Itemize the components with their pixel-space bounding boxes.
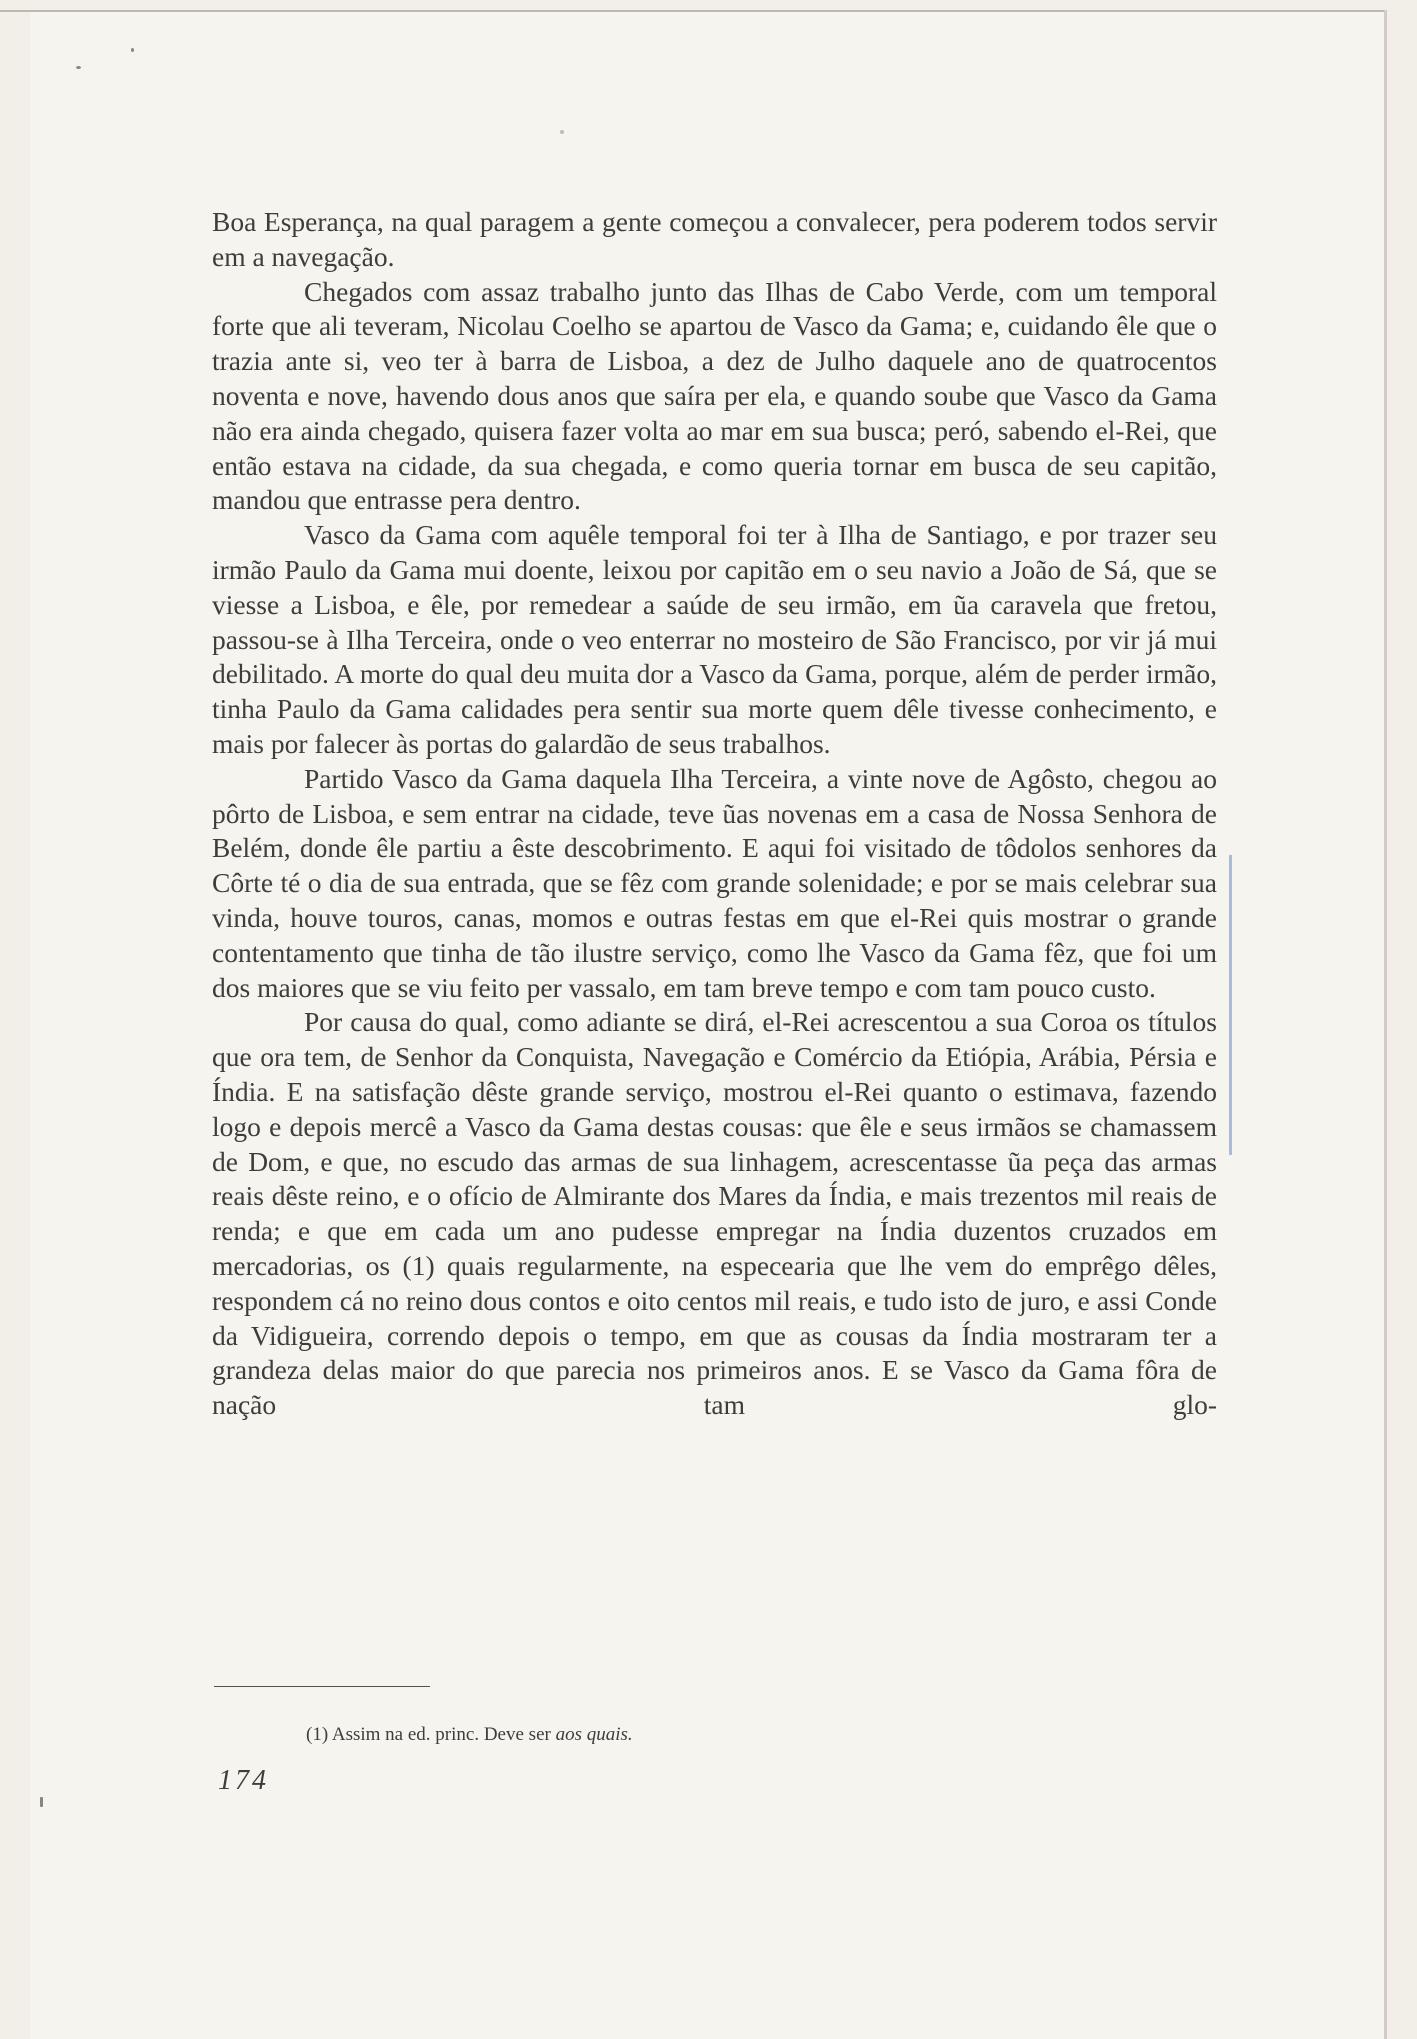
footnote-rule	[214, 1686, 430, 1687]
dust-speck	[76, 66, 81, 69]
paragraph: Boa Esperança, na qual paragem a gente começou a convalecer, pera poderem todos servir em a navegação.	[212, 206, 1217, 272]
blue-pencil-margin-mark	[1229, 855, 1232, 1155]
footnote-marker: (1)	[306, 1724, 329, 1745]
paragraph: Partido Vasco da Gama daquela Ilha Terceira, a vinte nove de Agôsto, chegou ao pôrto de Lisboa, e sem entrar na cidade, teve ũas novenas em a casa de Nossa Senhora de Belém, donde êle partiu a êste descobrimento. E aqui foi visitado de tôdolos senhores da Côrte té o dia de sua entrada, que se fêz com grande solenidade; e por se mais celebrar sua vinda, houve touros, canas, momos e outras festas em que el-Rei quis mostrar o grande contentamento que tinha de tão ilustre serviço, como lhe Vasco da Gama fêz, que foi um dos maiores que se viu feito per vassalo, em tam breve tempo e com tam pouco custo.	[212, 762, 1217, 1003]
paragraph: Vasco da Gama com aquêle temporal foi ter à Ilha de Santiago, e por trazer seu irmão Paulo da Gama mui doente, leixou por capitão em o seu navio a João de Sá, que se viesse a Lisboa, e êle, por remedear a saúde de seu irmão, em ũa caravela que fretou, passou-se à Ilha Terceira, onde o veo enterrar no mosteiro de São Francisco, por vir já mui debilitado. A morte do qual deu muita dor a Vasco da Gama, porque, além de perder irmão, tinha Paulo da Gama calidades pera sentir sua morte quem dêle tivesse conhecimento, e mais por falecer às portas do galardão de seus trabalhos.	[212, 519, 1217, 759]
dust-speck	[560, 130, 564, 134]
page-right-edge	[1384, 10, 1387, 2039]
body-text	[212, 205, 1217, 1423]
dust-speck	[131, 48, 134, 52]
footnote-text: Assim na ed. princ. Deve ser	[331, 1724, 551, 1745]
paragraph: Chegados com assaz trabalho junto das Ilhas de Cabo Verde, com um temporal forte que ali teveram, Nicolau Coelho se apartou de Vasco da Gama; e, cuidando êle que o trazia ante si, veo ter à barra de Lisboa, a dez de Julho daquele ano de quatrocentos noventa e nove, havendo dous anos que saíra per ela, e quando soube que Vasco da Gama não era ainda chegado, quisera fazer volta ao mar em sua busca; peró, sabendo el-Rei, que então estava na cidade, da sua chegada, e como queria tornar em busca de seu capitão, mandou que entrasse pera dentro.	[212, 275, 1217, 516]
page-number: 174	[218, 1765, 269, 1796]
paragraph: Por causa do qual, como adiante se dirá, el-Rei acrescentou a sua Coroa os títulos que ora tem, de Senhor da Conquista, Navegação e Comércio da Etiópia, Arábia, Pérsia e Índia. E na satisfação dêste grande serviço, mostrou el-Rei quanto o estimava, fazendo logo e depois mercê a Vasco da Gama destas cousas: que êle e seus irmãos se chamassem de Dom, e que, no escudo das armas de sua linhagem, acrescentasse ũa peça das armas reais dêste reino, e o ofício de Almirante dos Mares da Índia, e mais trezentos mil reais de renda; e que em cada um ano pudesse empregar na Índia duzentos cruzados em mercadorias, os (1) quais regularmente, na especearia que lhe vem do emprêgo dêles, respondem cá no reino dous contos e oito centos mil reais, e tudo isto de juro, e assi Conde da Vidigueira, correndo depois o tempo, em que as cousas da Índia mostraram ter a grandeza delas maior do que parecia nos primeiros anos. E se Vasco da Gama fôra de nação tam glo-	[212, 1006, 1217, 1421]
footnote-italic: aos quais.	[555, 1724, 633, 1745]
dust-speck	[40, 1797, 43, 1807]
footnote	[306, 1724, 633, 1746]
